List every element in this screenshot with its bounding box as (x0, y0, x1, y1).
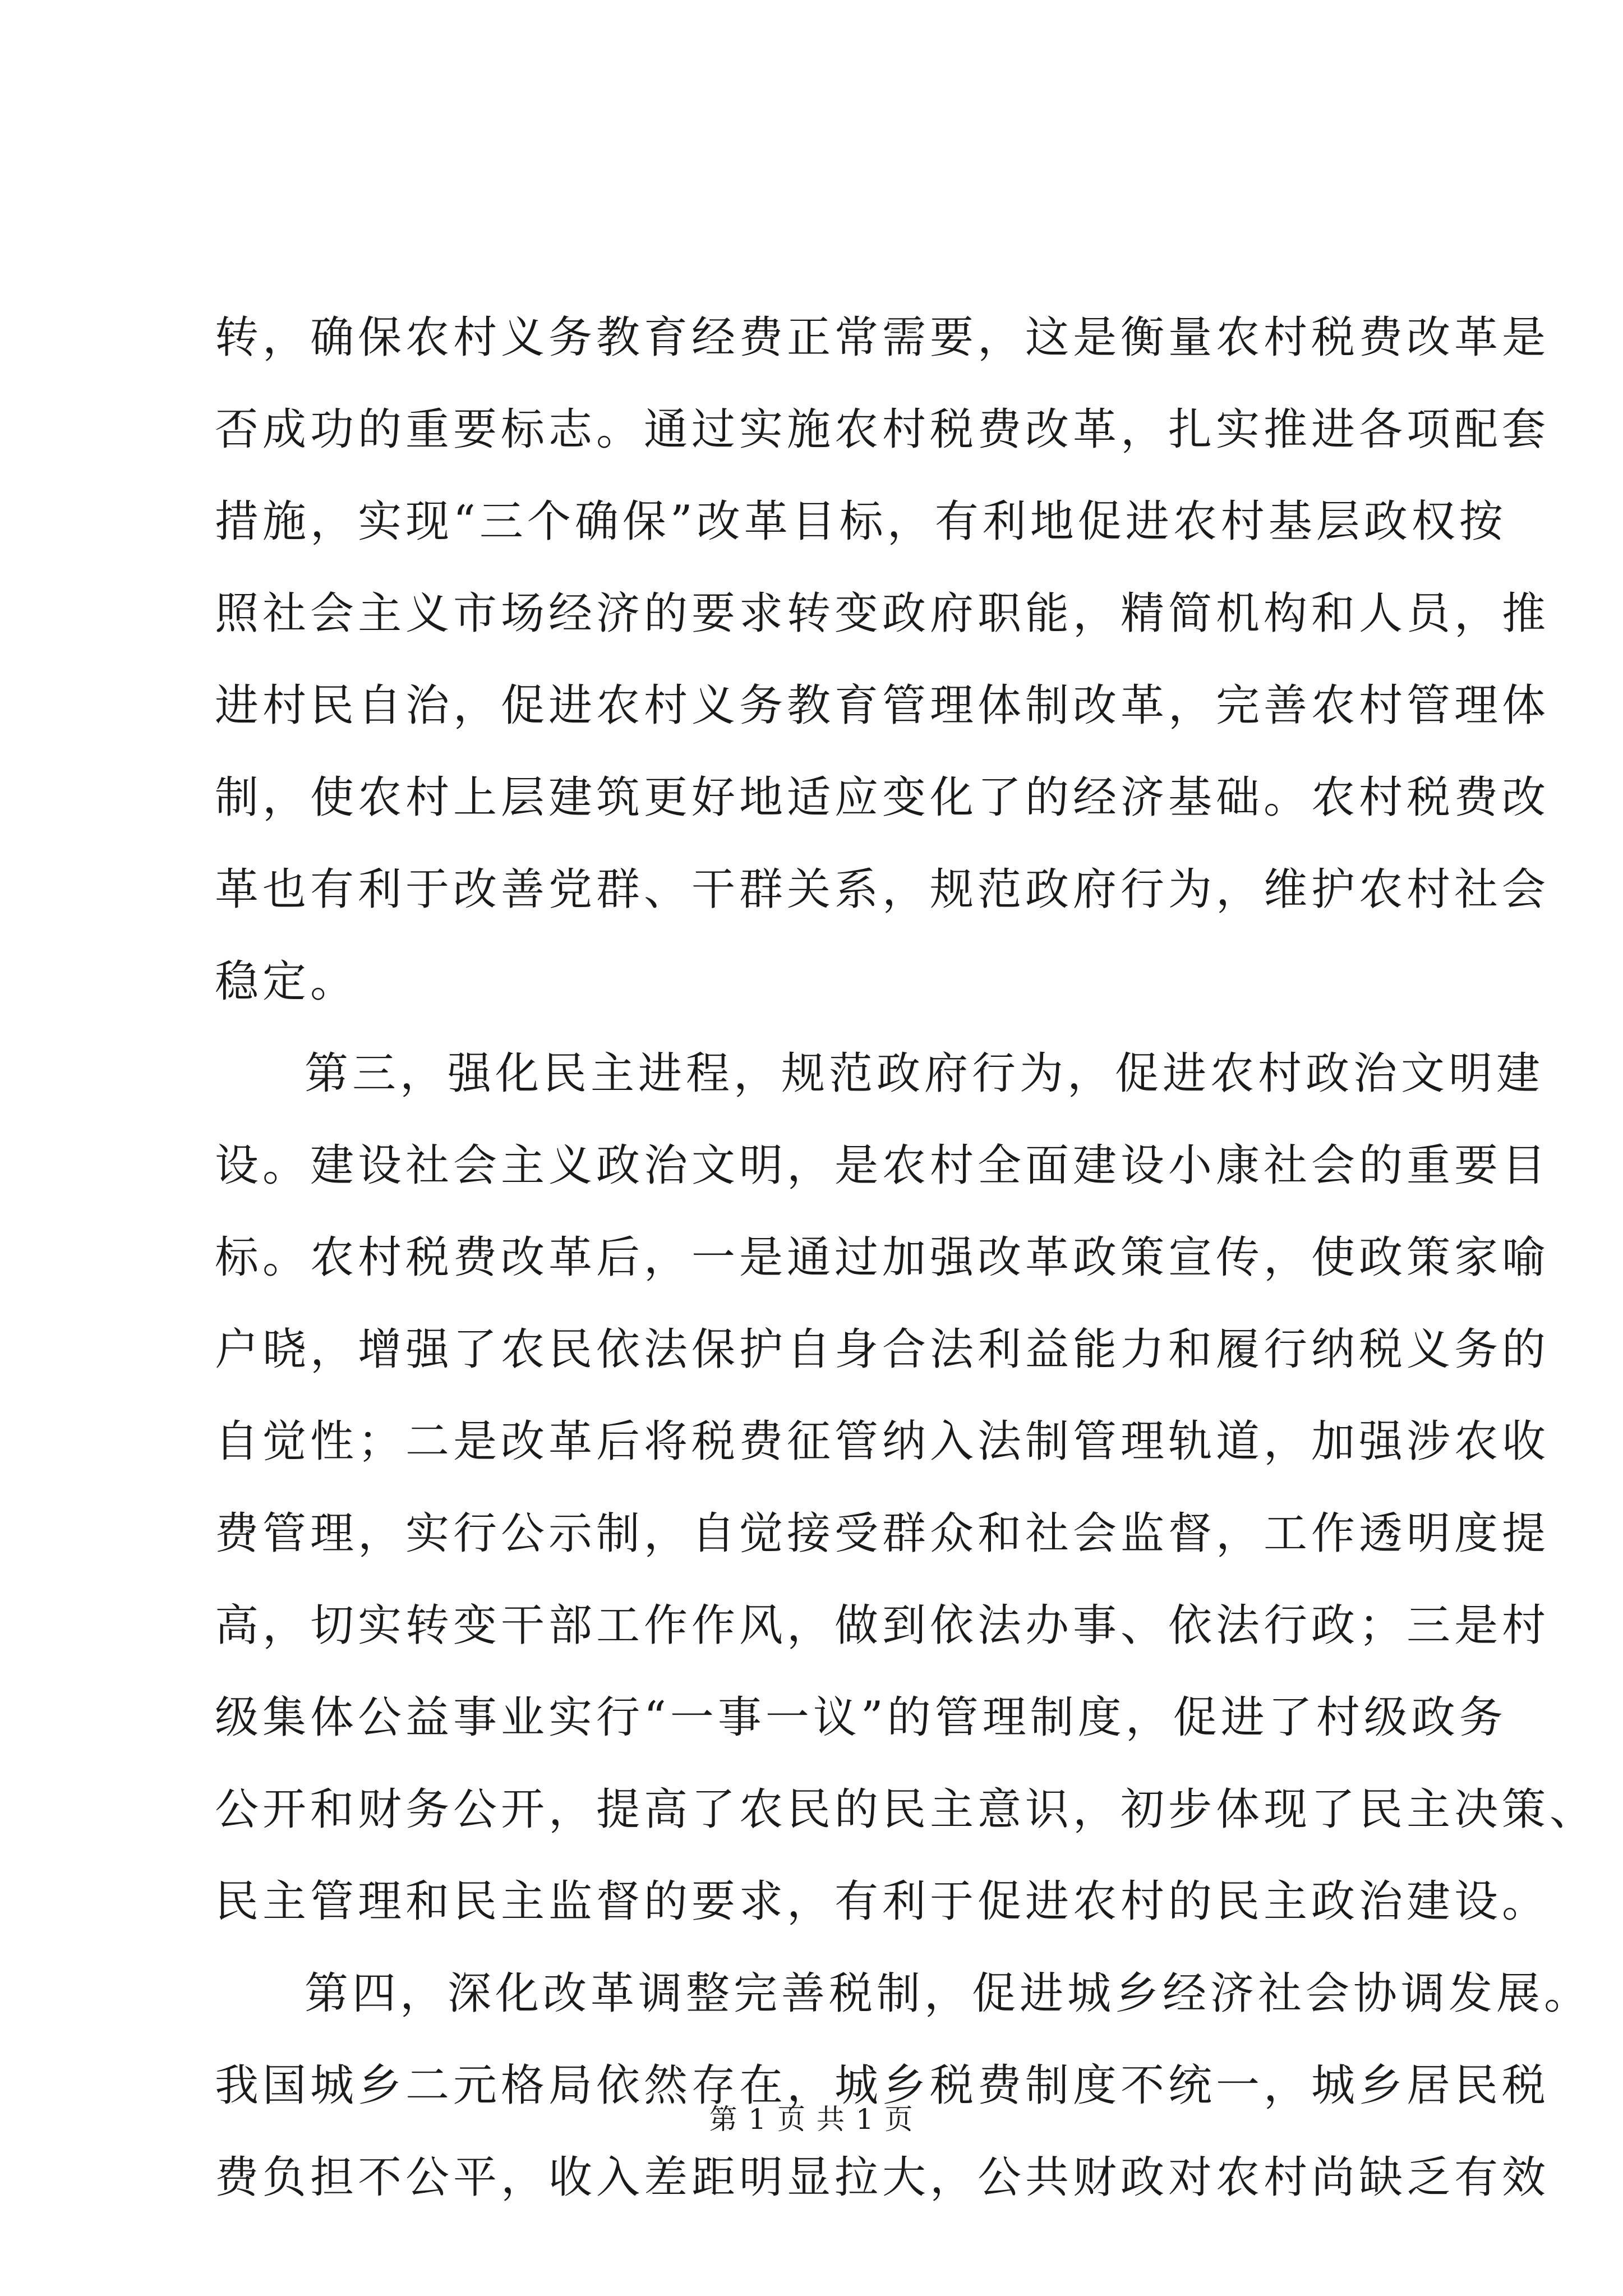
text-line: 转，确保农村义务教育经费正常需要，这是衡量农村税费改革是 (215, 312, 1550, 363)
text-line: 制，使农村上层建筑更好地适应变化了的经济基础。农村税费改 (215, 772, 1550, 823)
text-line: 高，切实转变干部工作作风，做到依法办事、依法行政；三是村 (215, 1600, 1550, 1651)
text-line: 自觉性；二是改革后将税费征管纳入法制管理轨道，加强涉农收 (215, 1416, 1550, 1467)
text-line: 民主管理和民主监督的要求，有利于促进农村的民主政治建设。 (215, 1876, 1550, 1927)
text-line: 费管理，实行公示制，自觉接受群众和社会监督，工作透明度提 (215, 1508, 1550, 1559)
text-line: 否成功的重要标志。通过实施农村税费改革，扎实推进各项配套 (215, 404, 1550, 455)
text-line: 标。农村税费改革后，一是通过加强改革政策宣传，使政策家喻 (215, 1232, 1550, 1283)
text-line: 第四，深化改革调整完善税制，促进城乡经济社会协调发展。 (305, 1968, 1592, 2019)
text-line: 稳定。 (215, 956, 358, 1007)
text-line: 照社会主义市场经济的要求转变政府职能，精简机构和人员，推 (215, 588, 1550, 639)
text-line: 第三，强化民主进程，规范政府行为，促进农村政治文明建 (305, 1048, 1544, 1099)
text-line: 公开和财务公开，提高了农民的民主意识，初步体现了民主决策、 (215, 1784, 1598, 1835)
text-line: 我国城乡二元格局依然存在，城乡税费制度不统一，城乡居民税 (215, 2060, 1550, 2111)
body-text (215, 292, 1598, 2224)
text-line: 户晓，增强了农民依法保护自身合法利益能力和履行纳税义务的 (215, 1324, 1550, 1375)
text-line: 级集体公益事业实行“一事一议”的管理制度，促进了村级政务 (215, 1692, 1507, 1743)
text-line: 设。建设社会主义政治文明，是农村全面建设小康社会的重要目 (215, 1140, 1550, 1191)
text-line: 措施，实现“三个确保”改革目标，有利地促进农村基层政权按 (215, 496, 1507, 547)
text-line: 费负担不公平，收入差距明显拉大，公共财政对农村尚缺乏有效 (215, 2152, 1550, 2203)
text-line: 进村民自治，促进农村义务教育管理体制改革，完善农村管理体 (215, 680, 1550, 731)
page-footer: 第 1 页 共 1 页 (709, 2103, 914, 2136)
text-line: 革也有利于改善党群、干群关系，规范政府行为，维护农村社会 (215, 864, 1550, 915)
